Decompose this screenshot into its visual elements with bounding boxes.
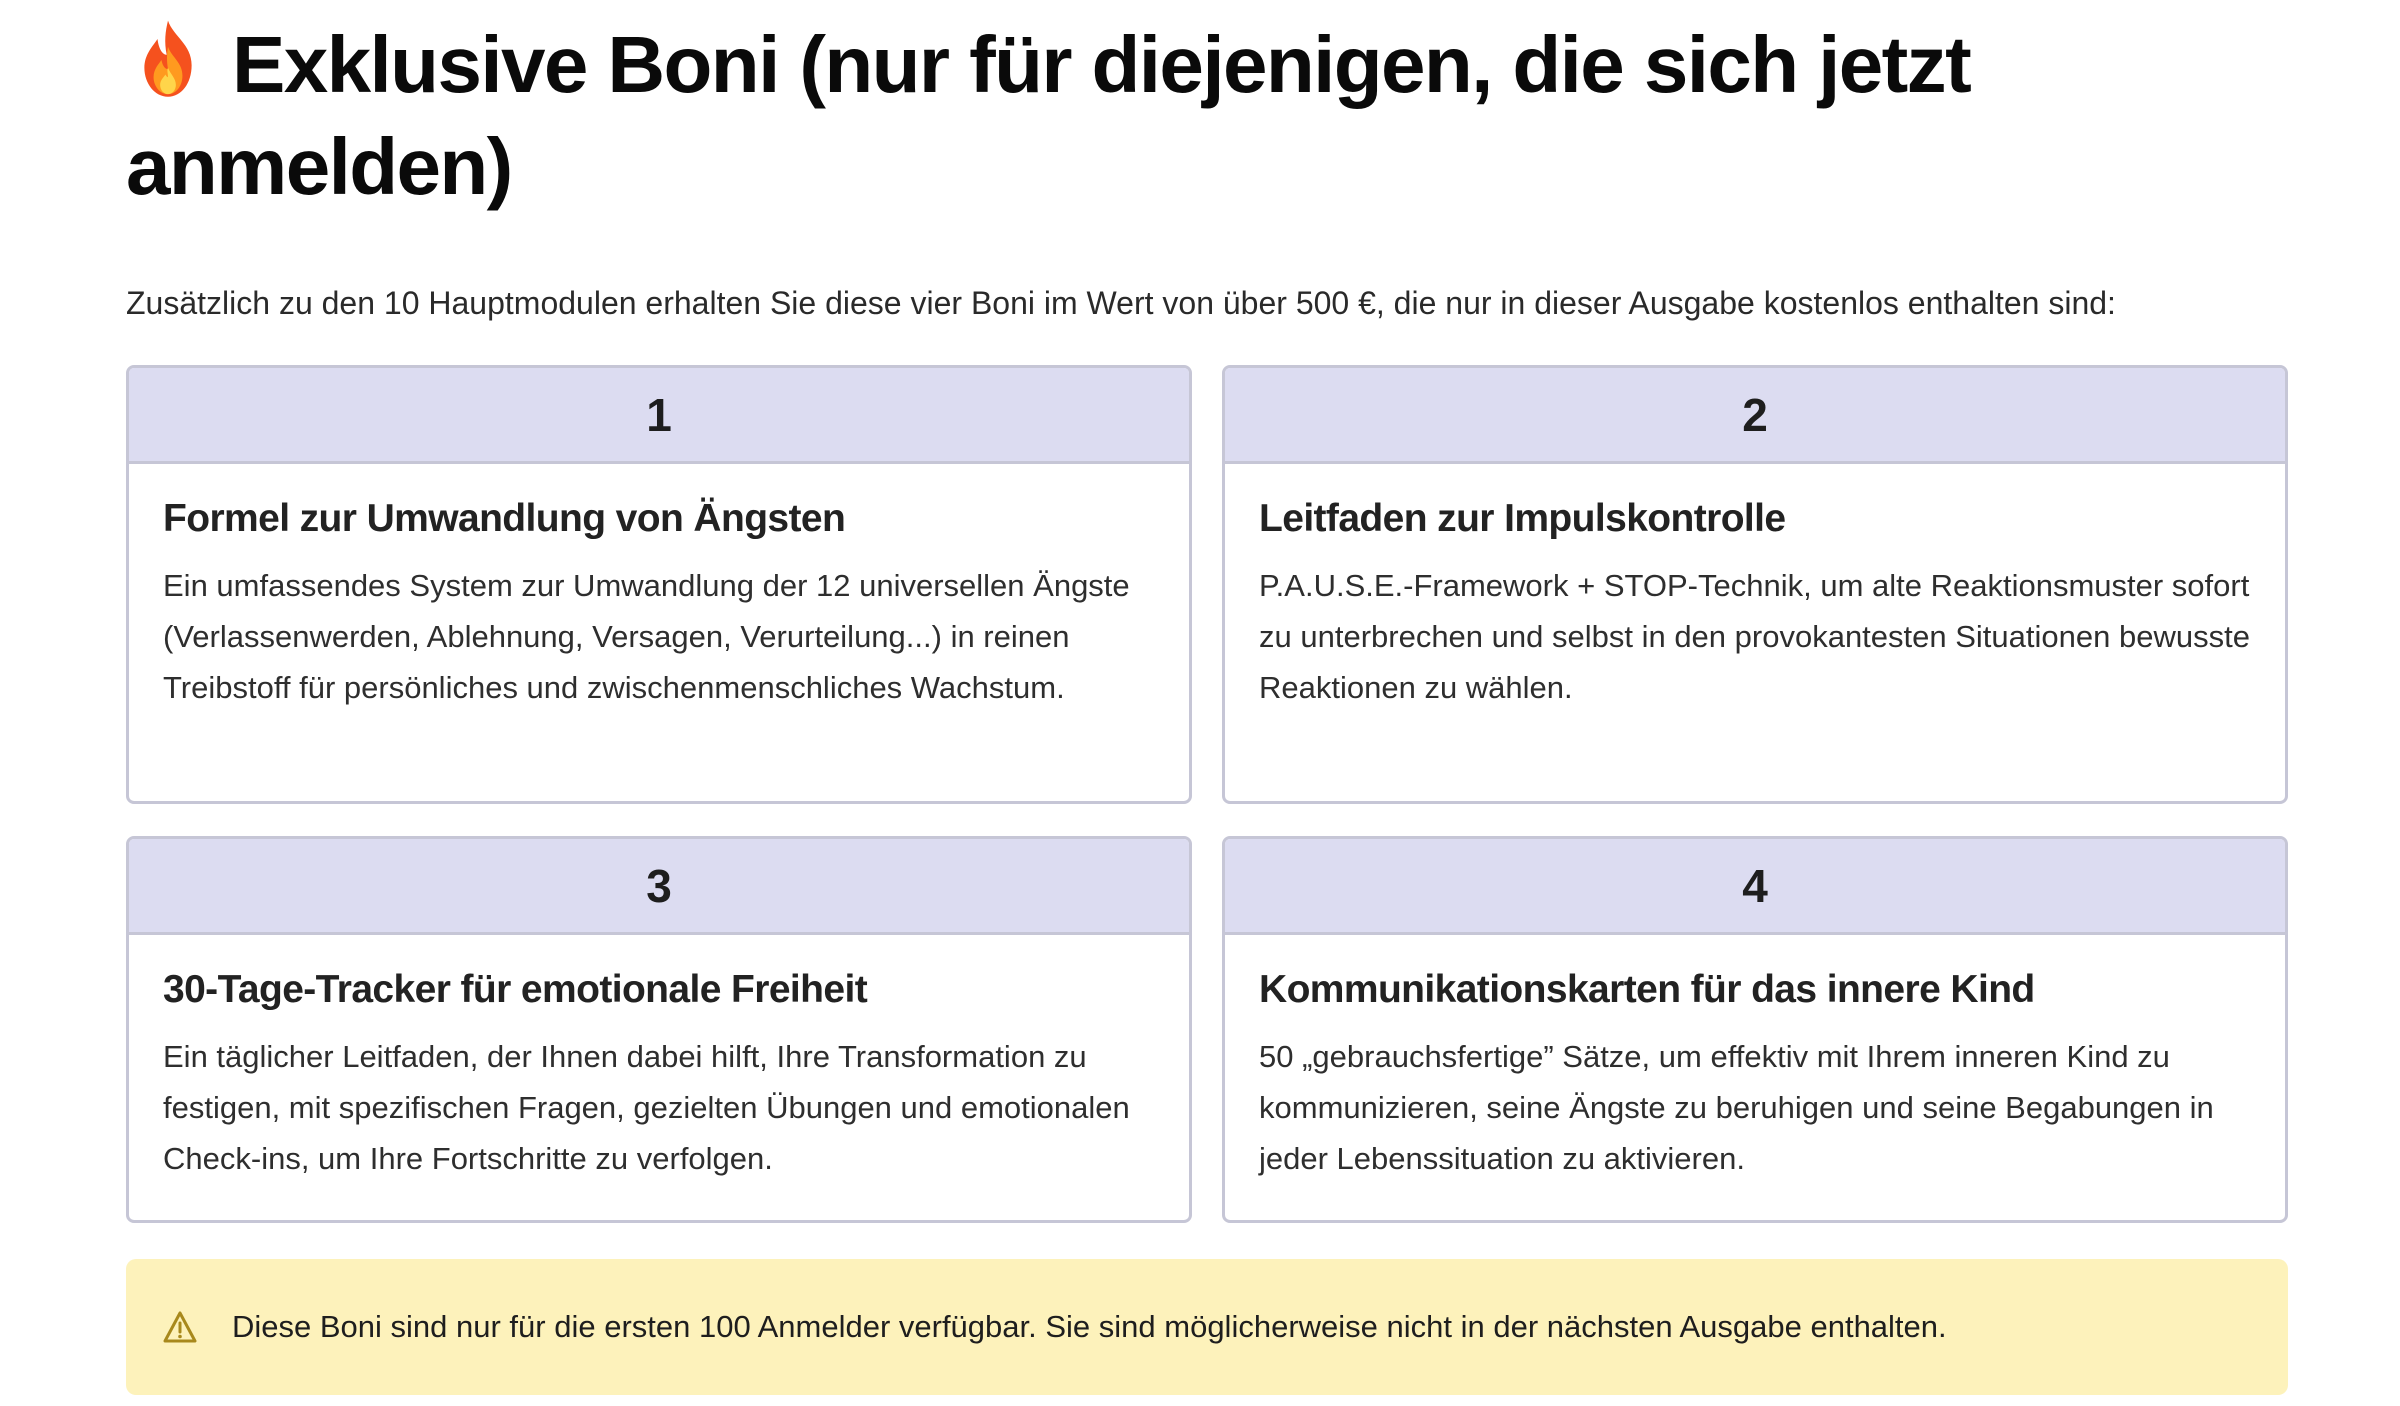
availability-notice: [126, 1259, 2288, 1395]
bonus-title: 30-Tage-Tracker für emotionale Freiheit: [163, 968, 868, 1011]
bonus-description: Ein täglicher Leitfaden, der Ihnen dabei hilft, Ihre Transformation zu festigen, mit spezifischen Fragen, gezielten Übungen und emotionalen Check-ins, um Ihre Fortschritte zu verfolgen.: [163, 1039, 1130, 1176]
bonus-number: 1: [129, 368, 1189, 464]
warning-icon: [162, 1310, 198, 1344]
page-title-text: Exklusive Boni (nur für diejenigen, die sich jetzt anmelden): [126, 20, 1971, 211]
bonus-description: 50 „gebrauchsfertige” Sätze, um effektiv mit Ihrem inneren Kind zu kommunizieren, seine Ängste zu beruhigen und seine Begabungen in jeder Lebenssituation zu aktivieren.: [1259, 1039, 2214, 1176]
bonus-card-1: [126, 365, 1192, 804]
bonus-title: Kommunikationskarten für das innere Kind: [1259, 968, 2035, 1011]
notice-text: Diese Boni sind nur für die ersten 100 Anmelder verfügbar. Sie sind möglicherweise nicht in der nächsten Ausgabe enthalten.: [232, 1309, 1947, 1344]
bonus-description: P.A.U.S.E.-Framework + STOP-Technik, um alte Reaktionsmuster sofort zu unterbrechen und selbst in den provokantesten Situationen bewusste Reaktionen zu wählen.: [1259, 568, 2250, 705]
bonus-title: Formel zur Umwandlung von Ängsten: [163, 497, 846, 540]
bonus-number: 4: [1225, 839, 2285, 935]
bonus-title: Leitfaden zur Impulskontrolle: [1259, 497, 1786, 540]
bonus-card-3: [126, 836, 1192, 1223]
intro-text: Zusätzlich zu den 10 Hauptmodulen erhalten Sie diese vier Boni im Wert von über 500 €, die nur in dieser Ausgabe kostenlos enthalten sind:: [126, 285, 2116, 321]
fire-icon: [126, 18, 210, 102]
page-title: [126, 14, 2306, 218]
bonus-number: 3: [129, 839, 1189, 935]
bonus-card-4: [1222, 836, 2288, 1223]
bonus-description: Ein umfassendes System zur Umwandlung der 12 universellen Ängste (Verlassenwerden, Ablehnung, Versagen, Verurteilung...) in reinen Treibstoff für persönliches und zwischenmenschliches Wachstum.: [163, 568, 1130, 705]
bonus-number: 2: [1225, 368, 2285, 464]
bonus-card-2: [1222, 365, 2288, 804]
